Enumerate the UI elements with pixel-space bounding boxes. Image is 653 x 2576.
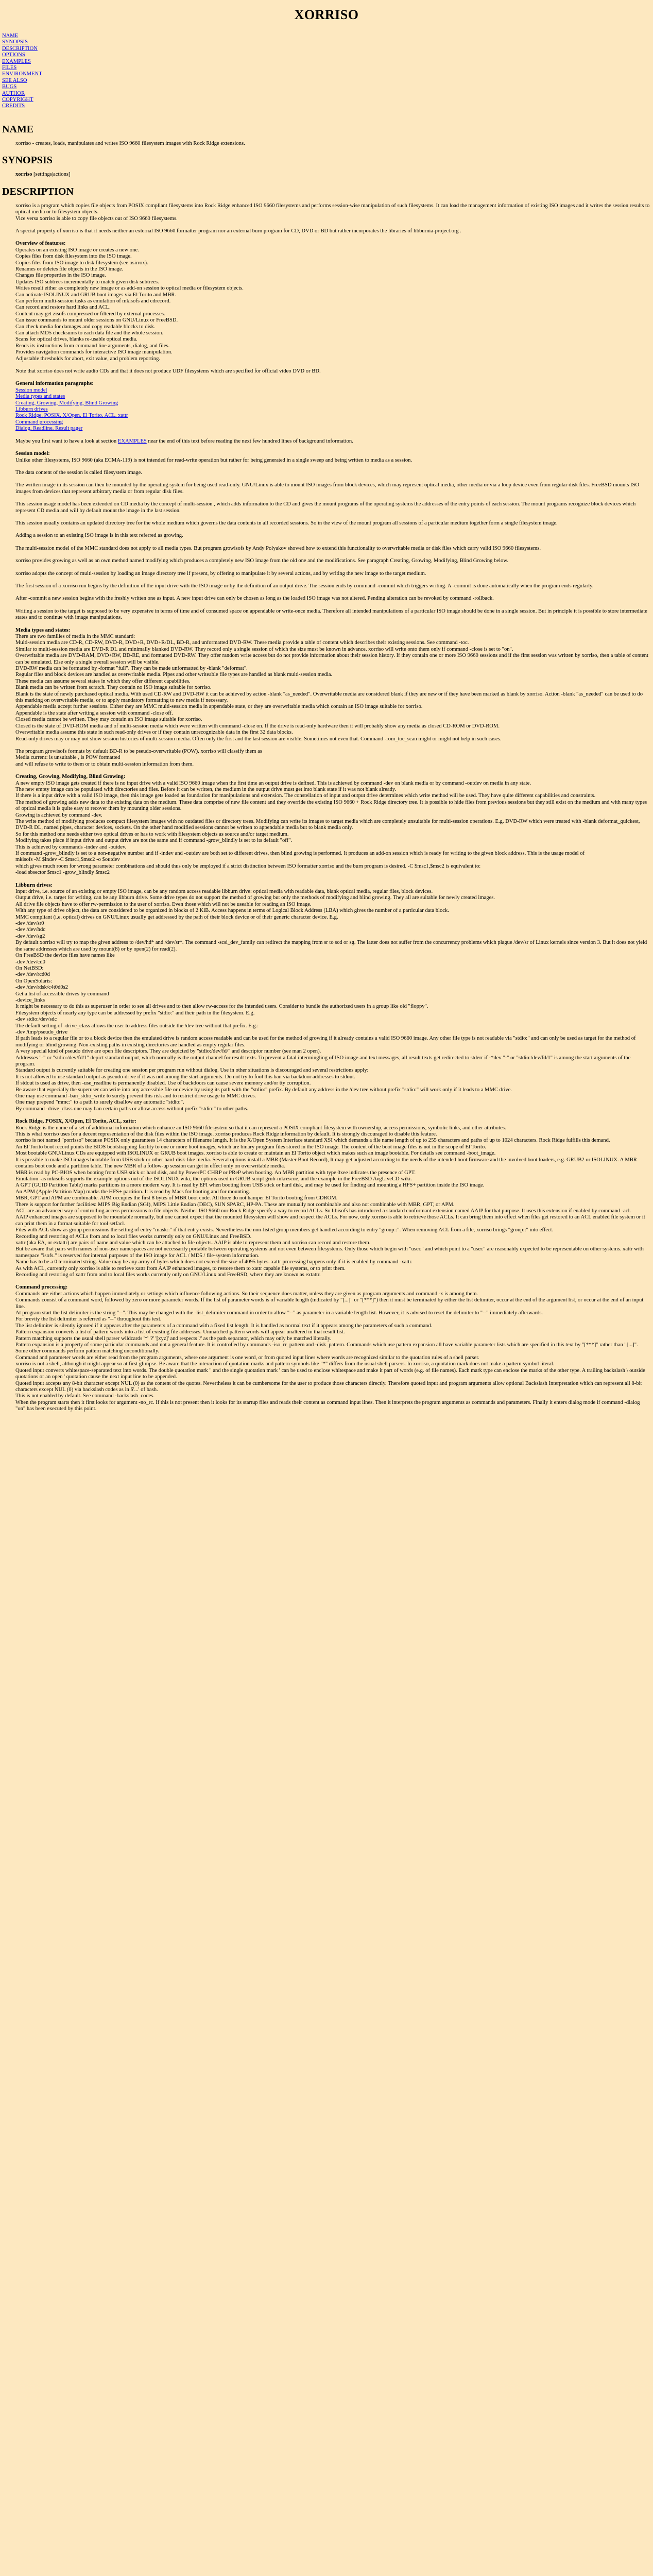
session-line: xorriso provides growing as well as an own method named modifying which produces a completely new ISO image from the old one and the modifications. See paragraph Creating, Growing, Modifying, Blind Growing below. bbox=[15, 558, 508, 564]
session-line: Unlike other filesystems, ISO 9660 (aka ECMA-119) is not intended for read-write operation but rather for being generated in a single sweep and being written to media as a session. bbox=[15, 457, 413, 463]
media-line: Multi-session media are CD-R, CD-RW, DVD-R, DVD+R, DVD+R/DL, BD-R, and unformatted DVD-RW. These media provide a table of content which describes their existing sessions. See command -toc. bbox=[15, 640, 469, 646]
toc-link-description[interactable]: DESCRIPTION bbox=[2, 45, 38, 52]
overview-line: Changes file properties in the ISO image. bbox=[15, 273, 106, 279]
libburn-line: -dev /dev/rdsk/c4t0d0s2 bbox=[15, 985, 68, 991]
libburn-line: MMC compliant (i.e. optical) drives on GNU/Linux usually get addressed by the path of their block device or of their generic character device. E.g. bbox=[15, 914, 338, 920]
general-link[interactable]: Session model bbox=[15, 387, 47, 393]
creating-line: mkisofs -M $indev -C $msc1,$msc2 -o $outdev bbox=[15, 857, 120, 863]
cmd-line: For brevity the list delimiter is referred as "--" throughout this text. bbox=[15, 1316, 162, 1323]
media-line: Blank media can be written from scratch. They contain no ISO image suitable for xorriso. bbox=[15, 685, 212, 691]
rr-line: A GPT (GUID Partition Table) marks partitions in a more modern way. It is read by EFI when booting from USB stick or hard disk, and may be used for finding and mounting a HFS+ partition inside the ISO image. bbox=[15, 1182, 485, 1189]
cmd-line: Quoted input accepts any 8-bit character except NUL (0) as the content of the quotes. Nevertheless it can be cumbersome for the user to produce those characters directly. Therefore quoted input and program arguments allow optional Backslash Interpretation which can represent all 8-bit characters except NUL (0) via backslash codes as in $'...' of bash. bbox=[15, 1380, 642, 1393]
rr-line: An APM (Apple Partition Map) marks the HFS+ partition. It is read by Macs for booting and for mounting. bbox=[15, 1189, 250, 1195]
overview-heading: Overview of features: bbox=[15, 241, 66, 247]
toc-link-author[interactable]: AUTHOR bbox=[2, 90, 25, 96]
overview-line: Updates ISO subtrees incrementally to match given disk subtrees. bbox=[15, 279, 159, 285]
libburn-line: All drive file objects have to offer rw-permission to the user of xorriso. Even those which will not be useable for reading an ISO image. bbox=[15, 901, 312, 907]
rr-line: AAIP enhanced images are supposed to be mountable normally, but one cannot expect that the mounted filesystem will show and respect the ACLs. For now, only xorriso is able to retrieve those ACLs. It can bring them into effect when files get restored to an ACL enabled file system or it can print them in a format suitable for tool setfacl. bbox=[15, 1214, 645, 1227]
libburn-line: With any type of drive object, the data are considered to be organized in blocks of 2 KiB. Access happens in terms of Logical Block Address (LBA) which gives the number of a particular data block. bbox=[15, 908, 449, 914]
libburn-line: -dev stdio:/dev/sdc bbox=[15, 1016, 57, 1023]
media-line: Read-only drives may or may not show session histories of multi-session media. Often only the first and the last session are visible. Sometimes not even that. Command -rom_toc_scan might or might not help in such cases. bbox=[15, 736, 502, 742]
rr-line: Emulation -as mkisofs supports the example options out of the ISOLINUX wiki, the options used in GRUB script grub-mkrescue, and the example in the FreeBSD AvgLiveCD wiki. bbox=[15, 1176, 412, 1182]
toc-link-files[interactable]: FILES bbox=[2, 65, 17, 71]
media_sub-line: Media current: is unsuitable , is POW formatted bbox=[15, 755, 121, 761]
overview-line: Can check media for damages and copy readable blocks to disk. bbox=[15, 324, 156, 330]
overview-line: Copies files from ISO image to disk filesystem (see osirrox). bbox=[15, 260, 148, 266]
session-line: The first session of a xorriso run begins by the definition of the input drive with the ISO image or by the definition of an output drive. The session ends by command -commit which triggers writing. A -commit is done automatically when the program ends regularly. bbox=[15, 583, 594, 589]
toc-link-options[interactable]: OPTIONS bbox=[2, 52, 25, 58]
creating-line: So for this method one needs either two optical drives or has to work with filesystem objects as source and/or target medium. bbox=[15, 831, 289, 837]
creating-line: A new empty ISO image gets created if there is no input drive with a valid ISO 9660 image when the first time an output drive is defined. This is achieved by command -dev on blank media or by command -outdev on media in any state. bbox=[15, 780, 531, 786]
section-heading-description: DESCRIPTION bbox=[2, 185, 74, 197]
creating-line: The write method of modifying produces compact filesystem images with no outdated files or directory trees. Modifying can write its images to target media which are completely unsuitable for multi-session operations. E.g. DVD-RW which were treated with -blank deformat_quickest, DVD-R DL, named pipes, character devices, sockets. On the other hand modified sessions cannot be written to appendable media but to blank media only. bbox=[15, 818, 640, 831]
command-processing-paragraphs bbox=[15, 1291, 651, 1413]
synopsis-cmd: xorriso bbox=[15, 172, 32, 178]
session-line: After -commit a new session begins with the freshly written one as input. A new input drive can only be chosen as long as the loaded ISO image was not altered. Pending alteration can be revoked by command -rollback. bbox=[15, 596, 494, 602]
rr-line: MBR is read by PC-BIOS when booting from USB stick or hard disk, and by PowerPC CHRP or PReP when booting. An MBR partition with type 0xee indicates the presence of GPT. bbox=[15, 1170, 416, 1176]
overview-line: Reads its instructions from command line arguments, dialog, and files. bbox=[15, 343, 170, 349]
creating-heading: Creating, Growing, Modifying, Blind Growing: bbox=[15, 774, 126, 780]
overview-line: Content may get zisofs compressed or filtered by external processes. bbox=[15, 311, 165, 317]
name-text: xorriso - creates, loads, manipulates and writes ISO 9660 filesystem images with Rock Ridge extensions. bbox=[15, 140, 245, 146]
toc-link-credits[interactable]: CREDITS bbox=[2, 103, 25, 109]
session-line: The written image in its session can then be mounted by the operating system for being used read-only. GNU/Linux is able to mount ISO images from block devices, which may represent optical media, other media or via a loop device even from regular disk files. FreeBSD mounts ISO images from devices that represent arbitrary media or from regular disk files. bbox=[15, 482, 640, 495]
media-heading: Media types and states: bbox=[15, 627, 71, 633]
rr-line: xorriso is not named "porrisso" because POSIX only guarantees 14 characters of filename length. It is the X/Open System Interface standard XSI which demands a file name length of up to 255 characters and paths of up to 1024 characters. Rock Ridge fulfills this demand. bbox=[15, 1138, 610, 1144]
overview-line: Can attach MD5 checksums to each data file and the whole session. bbox=[15, 330, 164, 336]
libburn-line: On FreeBSD the device files have names like bbox=[15, 953, 115, 959]
libburn-line: Get a list of accessible drives by command bbox=[15, 991, 109, 997]
note-text: Note that xorriso does not write audio CDs and that it does not produce UDF filesystems which are specified for official video DVD or BD. bbox=[15, 368, 321, 375]
cmd-line: Quoted input converts whitespace-separated text into words. The double quotation mark " and the single quotation mark ' can be used to enclose whitespace and make it part of words (e.g. of file names). Each mark type can enclose the marks of the other type. A trailing backslash \ outside quotations or an open ' quotation cause the next input line to be appended. bbox=[15, 1367, 645, 1380]
toc-link-name[interactable]: NAME bbox=[2, 33, 19, 39]
overview-line: Operates on an existing ISO image or creates a new one. bbox=[15, 247, 139, 253]
rockridge-heading: Rock Ridge, POSIX, X/Open, El Torito, ACL, xattr: bbox=[15, 1118, 136, 1125]
overview-line: Provides navigation commands for interactive ISO image manipulation. bbox=[15, 349, 173, 355]
libburn-line: Output drive, i.e. target for writing, can be any libburn drive. Some drive types do not support the method of growing but only the methods of modifying and blind growing. They all are suitable for newly created images. bbox=[15, 895, 495, 901]
rr-line: MBR, GPT and APM are combinable. APM occupies the first 8 bytes of MBR boot code. All three do not hamper El Torito booting from CDROM. bbox=[15, 1195, 338, 1201]
media-line: Appendable is the state after writing a session with command -close off. bbox=[15, 710, 173, 716]
cmd-line: Pattern expansion is a property of some particular commands and not a general feature. It is controlled by commands -iso_rr_pattern and -disk_pattern. Commands which use pattern expansion all have variable parameter lists which are specified in this text by "[***]" rather than "[...]". bbox=[15, 1342, 638, 1348]
synopsis-args: [settings|actions] bbox=[32, 172, 71, 178]
rr-line: ACL are an advanced way of controlling access permissions to file objects. Neither ISO 9660 nor Rock Ridge specify a way to record ACLs. So libisofs has introduced a standard conformant extension named AAIP for that purpose. It uses this extension if enabled by command -acl. bbox=[15, 1208, 631, 1214]
rr-line: But be aware that pairs with names of non-user namespaces are not necessarily portable between operating systems and not even between filesystems. Only those which begin with "user." and which point to a "user." are reasonably expected to be representable on other systems. xattr with namespace "isofs." is reserved for internal purposes of the ISO image for ACL / MD5 / file-system information. bbox=[15, 1246, 644, 1259]
libburn-line: If stdout is used as drive, then -use_readline is permanently disabled. Use of backdoors can cause severe memory and/or tty corruption. bbox=[15, 1080, 311, 1087]
rr-line: Files with ACL show as group permissions the setting of entry "mask::" if that entry exists. Nevertheless the non-listed group members get handled according to entry "group::". When removing ACL from a file, xorriso brings "group::" into effect. bbox=[15, 1227, 554, 1233]
general-links bbox=[15, 387, 651, 432]
overview-list bbox=[15, 247, 651, 362]
libburn-line: One may prepend "mmc:" to a path to surely disallow any automatic "stdio:". bbox=[15, 1099, 184, 1106]
overview-line: Renames or deletes file objects in the ISO image. bbox=[15, 266, 124, 272]
libburn-line: Standard output is currently suitable for creating one session per program run without dialog. Use in other situations is discouraged and several restrictions apply: bbox=[15, 1067, 369, 1074]
libburn-line: -dev /dev/sg2 bbox=[15, 933, 45, 939]
rockridge-paragraphs bbox=[15, 1125, 651, 1279]
cmd-line: The list delimiter is silently ignored if it appears after the parameters of a command with a fixed list length. It is handled as normal text if it appears among the parameters of such a command. bbox=[15, 1323, 433, 1329]
rr-line: An El Torito boot record points the BIOS bootstrapping facility to one or more boot images, which are binary program files stored in the ISO image. The content of the boot image files is not in the scope of El Torito. bbox=[15, 1144, 486, 1150]
media-line: These media can assume several states in which they offer different capabilities. bbox=[15, 678, 191, 684]
rr-line: Recording and restoring of xattr from and to local files works currently only on GNU/Linux and FreeBSD, where they are known as extattr. bbox=[15, 1272, 321, 1278]
overview-line: Can activate ISOLINUX and GRUB boot images via El Torito and MBR. bbox=[15, 292, 177, 298]
overview-line: Can issue commands to mount older sessions on GNU/Linux or FreeBSD. bbox=[15, 317, 178, 324]
general-heading: General information paragraphs: bbox=[15, 381, 94, 387]
toc-link-see-also[interactable]: SEE ALSO bbox=[2, 77, 27, 83]
cmd-line: Some other commands perform pattern matching unconditionally. bbox=[15, 1348, 160, 1354]
toc-link-examples[interactable]: EXAMPLES bbox=[2, 58, 31, 64]
session-heading: Session model: bbox=[15, 451, 50, 457]
toc-link-environment[interactable]: ENVIRONMENT bbox=[2, 71, 42, 77]
toc-link-synopsis[interactable]: SYNOPSIS bbox=[2, 39, 28, 45]
cmd-line: Pattern expansion converts a list of pattern words into a list of existing file addresses. Unmatched pattern words will appear unaltered in that result list. bbox=[15, 1329, 345, 1335]
intro-line: Vice versa xorriso is able to copy file objects out of ISO 9660 filesystems. bbox=[15, 215, 178, 222]
libburn-line: -dev /dev/sr0 bbox=[15, 921, 44, 927]
command-processing-heading: Command processing: bbox=[15, 1284, 68, 1291]
cmd-line: xorriso is not a shell, although it might appear so at first glimpse. Be aware that the interaction of quotation marks and pattern symbols like "*" differs from the usual shell parsers. In xorriso, a quotation mark does not make a pattern symbol literal. bbox=[15, 1361, 555, 1367]
examples-link[interactable]: EXAMPLES bbox=[117, 438, 147, 444]
overview-line: Scans for optical drives, blanks re-usable optical media. bbox=[15, 336, 138, 343]
general-link[interactable]: Libburn drives bbox=[15, 406, 48, 413]
libburn-line: By default xorriso will try to map the given address to /dev/hd* and /dev/sr*. The command -scsi_dev_family can redirect the mapping from sr to scd or sg. The latter does not suffer from the concurrency problems which plague /dev/sr of Linux kernels since version 3. But it does not yield the same addresses which are used by mount(8) or by open(2) for read(2). bbox=[15, 940, 647, 952]
cmd-line: When the program starts then it first looks for argument -no_rc. If this is not present then it looks for its startup files and reads their content as command input lines. Then it interprets the program arguments as commands and parameters. Finally it enters dialog mode if command -dialog "on" has been executed by this point. bbox=[15, 1399, 640, 1412]
maybe-text: Maybe you first want to have a look at section EXAMPLES near the end of this text before reading the next few hundred lines of background information. bbox=[15, 438, 353, 444]
session-line: The data content of the session is called filesystem image. bbox=[15, 469, 142, 476]
libburn-line: -dev /dev/cd0 bbox=[15, 959, 45, 965]
libburn-line: Input drive, i.e. source of an existing or empty ISO image, can be any random access readable libburn drive: optical media with readable data, blank optical media, regular files, block devices. bbox=[15, 889, 433, 895]
cmd-line: Command and parameter words are either read from the program arguments, where one argument is one word, or from quoted input lines where words are recognized similar to the quotation rules of a shell parser. bbox=[15, 1354, 479, 1361]
libburn-line: On NetBSD: bbox=[15, 965, 44, 971]
creating-line: The method of growing adds new data to the existing data on the medium. These data comprise of new file content and they override the existing ISO 9660 + Rock Ridge directory tree. It is possible to hide files from previous sessions but they still exist on the medium and with many types of optical media it is quite easy to recover them by mounting older sessions. bbox=[15, 799, 647, 812]
creating-line: which gives much room for wrong parameter combinations and should thus only be employed if a strict distinction between ISO formatter xorriso and the burn program is desired. -C $msc1,$msc2 is equivalent to: bbox=[15, 863, 481, 869]
creating-line: Growing is achieved by command -dev. bbox=[15, 812, 102, 818]
intro-line: xorriso is a program which copies file objects from POSIX compliant filesystems into Rock Ridge enhanced ISO 9660 filesystems and performs session-wise manipulation of such filesystems. It can load the management information of existing ISO images and it writes the session results to optical media or to filesystem objects. bbox=[15, 202, 650, 215]
general-link[interactable]: Dialog, Readline, Result pager bbox=[15, 426, 83, 432]
media-line: Overwritable media assume this state in such read-only drives or if they contain unrecognizable data in the first 32 data blocks. bbox=[15, 730, 293, 736]
overview-line: Copies files from disk filesystem into the ISO image. bbox=[15, 253, 132, 260]
cmd-line: This is not enabled by default. See command -backslash_codes. bbox=[15, 1393, 155, 1399]
media-line: DVD-RW media can be formatted by -format "full". They can be made unformatted by -blank "deformat". bbox=[15, 666, 248, 672]
media-line: Overwritable media are DVD-RAM, DVD+RW, BD-RE, and formatted DVD-RW. They offer random write access but do not provide information about their session history. If they contain one or more ISO 9660 sessions and if the first session was written by xorriso, then a table of content can be emulated. Else only a single overall session will be visible. bbox=[15, 653, 648, 665]
libburn-line: -dev /dev/hdc bbox=[15, 927, 45, 933]
toc-link-bugs[interactable]: BUGS bbox=[2, 84, 17, 90]
general-link[interactable]: Command processing bbox=[15, 419, 63, 425]
creating-line: If there is a input drive with a valid ISO image, then this image gets loaded as foundation for manipulations and extension. The constellation of input and output drive determines which write method will be used. They have quite different capabilities and constraints. bbox=[15, 793, 596, 799]
overview-line: Writes result either as completely new image or as add-on session to optical media or filesystem objects. bbox=[15, 285, 244, 292]
media-line: Closed media cannot be written. They may contain an ISO image suitable for xorriso. bbox=[15, 717, 202, 723]
session-line: xorriso adopts the concept of multi-session by loading an image directory tree if present, by offering to manipulate it by several actions, and by writing the new image to the target medium. bbox=[15, 570, 426, 577]
libburn-line: Filesystem objects of nearly any type can be addressed by prefix "stdio:" and their path in the filesystem. E.g. bbox=[15, 1010, 255, 1016]
libburn-line: -dev /dev/rcd0d bbox=[15, 972, 50, 978]
overview-line: Can record and restore hard links and ACL. bbox=[15, 304, 111, 311]
libburn-line: On OpenSolaris: bbox=[15, 978, 52, 984]
section-heading-name: NAME bbox=[2, 123, 34, 135]
rr-line: It is possible to make ISO images bootable from USB stick or other hard-disk-like media. Several options install a MBR (Master Boot Record), It may get adjusted according to the needs of the intended boot firmware and the involved boot loaders, e.g. GRUB2 or ISOLINUX. A MBR contains boot code and a partition table. The new MBR of a follow-up session can get in effect only on overwritable media. bbox=[15, 1157, 637, 1170]
cmd-line: Commands consist of a command word, followed by zero or more parameter words. If the list of parameter words is of variable length (indicated by "[...]" or "[***]") then it must be terminated by either the list delimiter, occur at the end of the argument list, or occur at the end of an input line. bbox=[15, 1297, 644, 1310]
session-line: This session usually contains an updated directory tree for the whole medium which governs the data contents in all recorded sessions. So in the view of the mount program all sessions of a particular medium together form a single filesystem image. bbox=[15, 520, 558, 526]
libburn-line: One may use command -ban_stdio_write to surely prevent this risk and to restrict drive usage to MMC drives. bbox=[15, 1093, 256, 1099]
session-line: This session usage model has been extended on CD media by the concept of multi-session , which adds information to the CD and gives the mount programs of the operating systems the addresses of the entry points of each session. The mount programs recognize block devices which represent CD media and will by default mount the image in the last session. bbox=[15, 501, 636, 514]
cmd-line: Pattern matching supports the usual shell parser wildcards '*' '?' '[xyz]' and respects '/' as the path separator, which may only be matched literally. bbox=[15, 1335, 332, 1342]
session-paragraphs bbox=[2, 457, 651, 621]
creating-line: -load sbsector $msc1 -grow_blindly $msc2 bbox=[15, 870, 110, 876]
creating-line: The new empty image can be populated with directories and files. Before it can be written, the medium in the output drive must get into blank state if it was not blank already. bbox=[15, 786, 397, 792]
media-line: Similar to multi-session media are DVD-R DL and minimally blanked DVD-RW. They record only a single session of which the size must be known in advance. xorriso will write onto them only if command -close is set to "on". bbox=[15, 646, 513, 652]
creating-paragraphs bbox=[15, 781, 651, 876]
media_sub-line: The program growisofs formats by default BD-R to be pseudo-overwritable (POW). xorriso will classify them as bbox=[15, 748, 262, 754]
media-paragraphs bbox=[15, 634, 651, 742]
rr-line: Recording and restoring of ACLs from and to local files works currently only on GNU/Linux and FreeBSD. bbox=[15, 1233, 252, 1240]
libburn-line: It is not allowed to use standard output as pseudo-drive if it was not among the start arguments. Do not try to fool this ban via backdoor addresses to stdout. bbox=[15, 1074, 355, 1080]
rr-line: Most bootable GNU/Linux CDs are equipped with ISOLINUX or GRUB boot images. xorriso is able to create or maintain an El Torito object which makes such an image bootable. For details see command -boot_image. bbox=[15, 1150, 496, 1157]
libburn-line: By command -drive_class one may ban certain paths or allow access without prefix "stdio:" to other paths. bbox=[15, 1106, 248, 1112]
libburn-paragraphs bbox=[15, 889, 651, 1112]
overview-line: Can perform multi-session tasks as emulation of mkisofs and cdrecord. bbox=[15, 298, 171, 304]
rr-line: xattr (aka EA, or extattr) are pairs of name and value which can be attached to file objects. AAIP is able to represent them and xorriso can record and restore them. bbox=[15, 1240, 371, 1246]
rr-line: There is support for further facilities: MIPS Big Endian (SGI), MIPS Little Endian (DEC), SUN SPARC, HP-PA. These are mutually not combinable and also not combinable with MBR, GPT, or APM. bbox=[15, 1201, 455, 1208]
media-line: Regular files and block devices are handled as overwritable media. Pipes and other writeable file types are handled as blank multi-session media. bbox=[15, 672, 333, 678]
general-link[interactable]: Rock Ridge, POSIX, X/Open, El Torito, ACL, xattr bbox=[15, 413, 128, 419]
general-link[interactable]: Creating, Growing, Modifying, Blind Growing bbox=[15, 400, 118, 406]
libburn-line: -dev /tmp/pseudo_drive bbox=[15, 1029, 67, 1035]
creating-line: This is achieved by commands -indev and -outdev. bbox=[15, 844, 127, 850]
session-line: Adding a session to an existing ISO image is in this text referred as growing. bbox=[15, 533, 183, 539]
creating-line: Modifying takes place if input drive and output drive are not the same and if command -grow_blindly is set to its default "off". bbox=[15, 838, 293, 844]
libburn-line: Be aware that especially the superuser can write into any accessible file or device by using its path with the "stdio:" prefix. By default any address in the /dev tree without prefix "stdio:" will work only if it leads to a MMC drive. bbox=[15, 1087, 512, 1093]
rr-line: This is what xorriso uses for a decent representation of the disk files within the ISO image. xorriso produces Rock Ridge information by default. It is strongly discouraged to disable this feature. bbox=[15, 1131, 437, 1138]
media_sub-line: and will refuse to write to them or to obtain multi-session information from them. bbox=[15, 761, 194, 767]
rr-line: Rock Ridge is the name of a set of additional information which enhance an ISO 9660 filesystem so that it can represent a POSIX compliant filesystem with ownership, access permissions, symbolic links, and other attributes. bbox=[15, 1125, 506, 1131]
session-line: Writing a session to the target is supposed to be very expensive in terms of time and of consumed space on appendable or write-once media. Therefore all intended manipulations of a particular ISO image should be done in a single session. But in principle it is possible to store intermediate states and to continue with image manipulations. bbox=[15, 608, 647, 621]
media-line: There are two families of media in the MMC standard: bbox=[15, 634, 135, 639]
libburn-line: Addresses "-" or "stdio:/dev/fd/1" depict standard output, which normally is the output channel for result texts. To prevent a fatal intermingling of ISO image and text messages, all result texts get redirected to stderr if -*dev "-" or "stdio:/dev/fd/1" is among the start arguments of the program. bbox=[15, 1055, 631, 1067]
table-of-contents bbox=[2, 33, 651, 110]
description-intro bbox=[15, 203, 651, 222]
session-line: The multi-session model of the MMC standard does not apply to all media types. But program growisofs by Andy Polyakov showed how to extend this functionality to overwritable media or disk files which carry valid ISO 9660 filesystems. bbox=[15, 545, 541, 551]
special-property: A special property of xorriso is that it needs neither an external ISO 9660 formatter program nor an external burn program for CD, DVD or BD but rather incorporates the libraries of libburnia-project.org . bbox=[15, 228, 461, 234]
rr-line: As with ACL, currently only xorriso is able to retrieve xattr from AAIP enhanced images, to restore them to xattr capable file systems, or to print them. bbox=[15, 1265, 346, 1272]
cmd-line: At program start the list delimiter is the string "--". This may be changed with the -list_delimiter command in order to allow "--" as parameter in a variable length list. However, it is advised to reset the delimiter to "--" immediately afterwards. bbox=[15, 1310, 543, 1316]
general-link[interactable]: Media types and states bbox=[15, 394, 65, 400]
libburn-line: The default setting of -drive_class allows the user to address files outside the /dev tree without that prefix. E.g.: bbox=[15, 1023, 259, 1029]
overview-line: Adjustable thresholds for abort, exit value, and problem reporting. bbox=[15, 355, 160, 362]
creating-line: If command -grow_blindly is set to a non-negative number and if -indev and -outdev are both set to different drives, then blind growing is performed. It produces an add-on session which is ready for writing to the given block address. This is the usage model of bbox=[15, 851, 585, 856]
libburn-line: It might be necessary to do this as superuser in order to see all drives and to then allow rw-access for the intended users. Consider to bundle the authorized users in a group like old "floppy". bbox=[15, 1004, 428, 1010]
libburn-line: -device_links bbox=[15, 997, 45, 1003]
rr-line: Name has to be a 0 terminated string. Value may be any array of bytes which does not exceed the size of 4095 bytes. xattr processing happens only if it is enabled by command -xattr. bbox=[15, 1259, 413, 1265]
synopsis-line bbox=[15, 172, 651, 178]
media-subparagraph bbox=[15, 749, 651, 768]
media-line: Closed is the state of DVD-ROM media and of multi-session media which were written with command -close on. If the drive is read-only hardware then it will probably show any media as closed CD-ROM or DVD-ROM. bbox=[15, 723, 500, 729]
page-title: XORRISO bbox=[294, 7, 359, 22]
libburn-heading: Libburn drives: bbox=[15, 882, 53, 888]
toc-link-copyright[interactable]: COPYRIGHT bbox=[2, 97, 33, 103]
page bbox=[0, 7, 653, 1413]
section-heading-synopsis: SYNOPSIS bbox=[2, 155, 53, 166]
libburn-line: A very special kind of pseudo drive are open file descriptors. They are depicted by "stdio:/dev/fd/" and descriptor number (see man 2 open). bbox=[15, 1048, 321, 1055]
media-line: Appendable media accept further sessions. Either they are MMC multi-session media in appendable state, or they are overwritable media which contain an ISO image suitable for xorriso. bbox=[15, 704, 423, 710]
libburn-line: If path leads to a regular file or to a block device then the emulated drive is random access readable and can be used for the method of growing if it already contains a valid ISO 9660 image. Any other file type is not readable via "stdio:" and can only be used as target for the method of modifying or blind growing. Non-existing paths in existing directories are handled as empty regular files. bbox=[15, 1036, 636, 1048]
cmd-line: Commands are either actions which happen immediately or settings which influence following actions. So their sequence does matter, unless they are given as program arguments and command -x is among them. bbox=[15, 1291, 478, 1297]
media-line: Blank is the state of newly purchased optical media. With used CD-RW and DVD-RW it can be achieved by action -blank "as_needed". Overwritable media are considered blank if they are new or if they have been marked as blank by xorriso. Action -blank "as_needed" can be used to do this marking on overwritable media, or to apply mandatory formatting to new media if necessary. bbox=[15, 691, 643, 704]
